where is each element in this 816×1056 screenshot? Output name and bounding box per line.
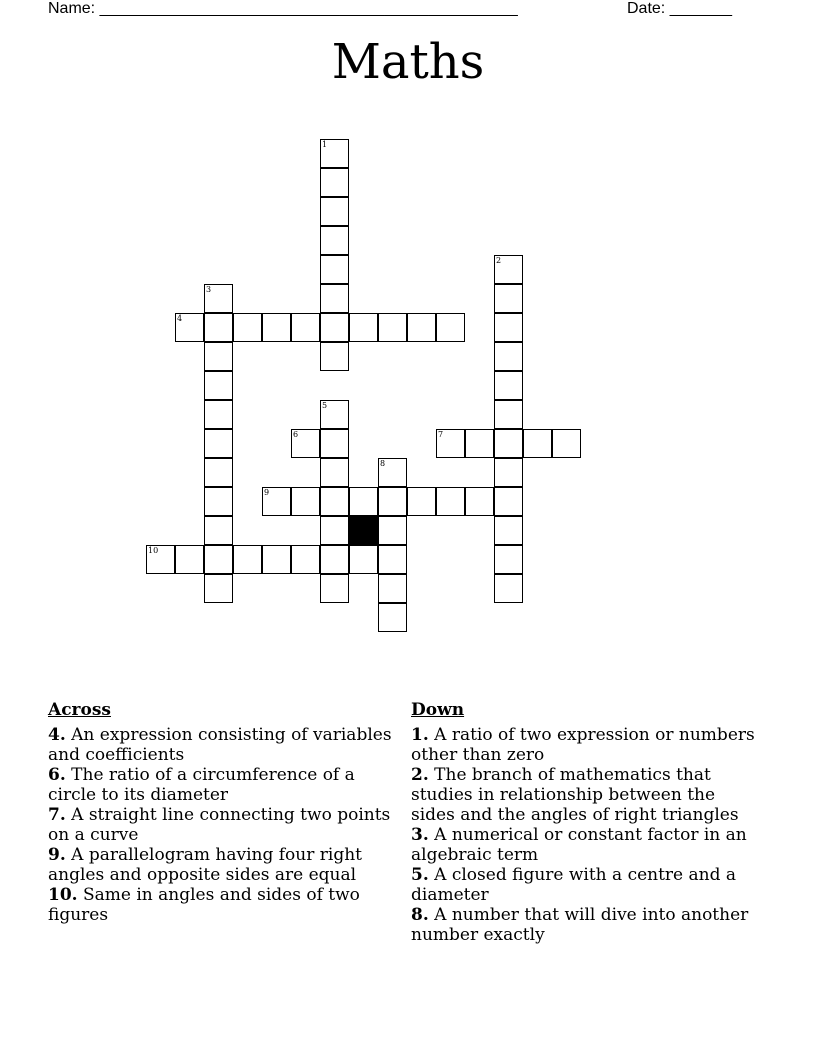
grid-cell[interactable] xyxy=(552,429,581,458)
across-clue xyxy=(48,885,393,925)
down-clue xyxy=(411,825,761,865)
grid-cell[interactable] xyxy=(494,574,523,603)
grid-cell[interactable] xyxy=(204,284,233,313)
grid-cell[interactable] xyxy=(262,545,291,574)
grid-cell[interactable] xyxy=(494,313,523,342)
grid-cell[interactable] xyxy=(320,545,349,574)
across-heading: Across xyxy=(48,700,111,720)
grid-cell[interactable] xyxy=(378,603,407,632)
grid-cell[interactable] xyxy=(204,516,233,545)
grid-cell[interactable] xyxy=(204,400,233,429)
grid-cell[interactable] xyxy=(407,313,436,342)
down-clue xyxy=(411,865,761,905)
grid-cell[interactable] xyxy=(320,429,349,458)
cell-number: 4 xyxy=(177,314,183,323)
grid-cell[interactable] xyxy=(465,487,494,516)
clue-text: The branch of mathematics that studies in relationship between the sides and the angles of right triangles xyxy=(411,765,739,825)
grid-cell[interactable] xyxy=(291,545,320,574)
grid-cell[interactable] xyxy=(494,545,523,574)
grid-cell[interactable] xyxy=(320,197,349,226)
grid-cell[interactable] xyxy=(204,487,233,516)
grid-cell[interactable] xyxy=(320,139,349,168)
grid-cell[interactable] xyxy=(407,487,436,516)
down-clue xyxy=(411,765,761,825)
grid-cell[interactable] xyxy=(378,574,407,603)
grid-cell[interactable] xyxy=(494,487,523,516)
grid-cell[interactable] xyxy=(494,429,523,458)
clue-text: A ratio of two expression or numbers other than zero xyxy=(411,725,755,765)
grid-cell[interactable] xyxy=(494,342,523,371)
across-clues xyxy=(48,700,393,925)
cell-number: 7 xyxy=(438,430,444,439)
clue-number: 9. xyxy=(48,845,66,865)
grid-cell[interactable] xyxy=(291,313,320,342)
grid-cell[interactable] xyxy=(320,313,349,342)
date-field[interactable]: Date: _______ xyxy=(627,0,732,17)
clue-text: A closed figure with a centre and a diameter xyxy=(411,865,737,905)
grid-cell[interactable] xyxy=(378,487,407,516)
grid-cell[interactable] xyxy=(291,429,320,458)
clue-text: A numerical or constant factor in an algebraic term xyxy=(411,825,747,865)
grid-cell[interactable] xyxy=(175,545,204,574)
cell-number: 3 xyxy=(206,285,212,294)
grid-cell[interactable] xyxy=(262,487,291,516)
grid-cell[interactable] xyxy=(494,284,523,313)
grid-cell[interactable] xyxy=(320,168,349,197)
grid-cell[interactable] xyxy=(320,284,349,313)
grid-cell[interactable] xyxy=(349,487,378,516)
down-clue xyxy=(411,905,761,945)
grid-cell[interactable] xyxy=(465,429,494,458)
cell-number: 9 xyxy=(264,488,270,497)
black-square xyxy=(349,516,378,545)
cell-number: 8 xyxy=(380,459,386,468)
clue-number: 6. xyxy=(48,765,66,785)
grid-cell[interactable] xyxy=(436,429,465,458)
down-clue xyxy=(411,725,761,765)
grid-cell[interactable] xyxy=(146,545,175,574)
grid-cell[interactable] xyxy=(523,429,552,458)
across-clue xyxy=(48,805,393,845)
grid-cell[interactable] xyxy=(378,458,407,487)
clue-text: The ratio of a circumference of a circle to its diameter xyxy=(48,765,355,805)
clue-number: 5. xyxy=(411,865,429,885)
clue-number: 4. xyxy=(48,725,66,745)
name-field[interactable]: Name: _______________________________________________ xyxy=(48,0,518,17)
cell-number: 1 xyxy=(322,140,328,149)
clue-number: 1. xyxy=(411,725,429,745)
down-heading: Down xyxy=(411,700,465,720)
grid-cell[interactable] xyxy=(291,487,320,516)
grid-cell[interactable] xyxy=(233,545,262,574)
grid-cell[interactable] xyxy=(233,313,262,342)
grid-cell[interactable] xyxy=(320,574,349,603)
grid-cell[interactable] xyxy=(320,342,349,371)
grid-cell[interactable] xyxy=(349,545,378,574)
cell-number: 6 xyxy=(293,430,299,439)
grid-cell[interactable] xyxy=(349,313,378,342)
cell-number: 10 xyxy=(148,546,159,555)
down-clues xyxy=(411,700,761,945)
grid-cell[interactable] xyxy=(320,516,349,545)
clue-text: An expression consisting of variables and coefficients xyxy=(48,725,392,765)
clue-number: 10. xyxy=(48,885,78,905)
grid-cell[interactable] xyxy=(494,516,523,545)
clue-number: 2. xyxy=(411,765,429,785)
grid-cell[interactable] xyxy=(320,458,349,487)
across-clue xyxy=(48,725,393,765)
grid-cell[interactable] xyxy=(204,458,233,487)
cell-number: 5 xyxy=(322,401,328,410)
grid-cell[interactable] xyxy=(494,255,523,284)
grid-cell[interactable] xyxy=(204,545,233,574)
grid-cell[interactable] xyxy=(494,400,523,429)
grid-cell[interactable] xyxy=(320,226,349,255)
cell-number: 2 xyxy=(496,256,502,265)
grid-cell[interactable] xyxy=(320,255,349,284)
grid-cell[interactable] xyxy=(320,487,349,516)
grid-cell[interactable] xyxy=(262,313,291,342)
clue-number: 3. xyxy=(411,825,429,845)
grid-cell[interactable] xyxy=(320,400,349,429)
grid-cell[interactable] xyxy=(378,516,407,545)
grid-cell[interactable] xyxy=(175,313,204,342)
grid-cell[interactable] xyxy=(204,574,233,603)
clue-text: A number that will dive into another number exactly xyxy=(411,905,749,945)
grid-cell[interactable] xyxy=(494,371,523,400)
across-clue xyxy=(48,765,393,805)
clue-text: A parallelogram having four right angles and opposite sides are equal xyxy=(48,845,362,885)
grid-cell[interactable] xyxy=(436,487,465,516)
grid-cell[interactable] xyxy=(378,545,407,574)
clue-number: 8. xyxy=(411,905,429,925)
grid-cell[interactable] xyxy=(204,342,233,371)
grid-cell[interactable] xyxy=(204,429,233,458)
grid-cell[interactable] xyxy=(204,313,233,342)
clue-text: A straight line connecting two points on a curve xyxy=(48,805,391,845)
grid-cell[interactable] xyxy=(436,313,465,342)
clue-number: 7. xyxy=(48,805,66,825)
page-title: Maths xyxy=(331,34,485,90)
grid-cell[interactable] xyxy=(204,371,233,400)
grid-cell[interactable] xyxy=(494,458,523,487)
across-clue xyxy=(48,845,393,885)
grid-cell[interactable] xyxy=(378,313,407,342)
clue-text: Same in angles and sides of two figures xyxy=(48,885,360,925)
